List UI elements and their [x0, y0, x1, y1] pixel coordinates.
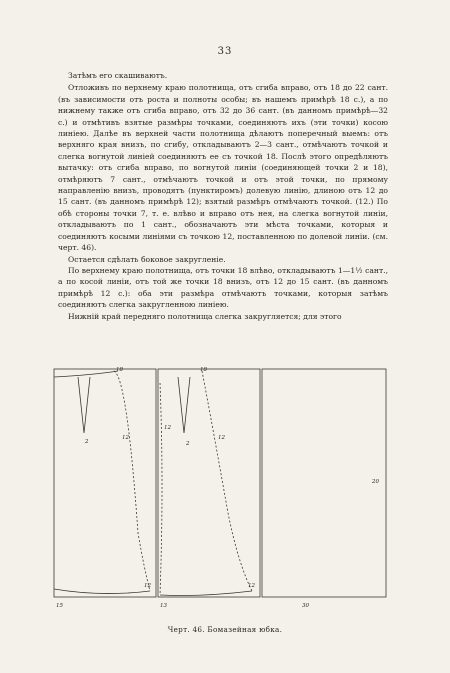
- paragraph: Затѣмъ его скашиваютъ.: [68, 71, 168, 80]
- label-p1-side: 12: [122, 435, 129, 441]
- paragraph: Остается сдѣлать боковое закругленіе.: [68, 254, 226, 264]
- panel-1-waist-curve: [54, 371, 118, 377]
- pattern-drawing: [52, 363, 392, 613]
- panel-1-hem-curve: [54, 589, 150, 594]
- pattern-drawing-svg: [52, 363, 392, 613]
- label-p2-hem: 12: [248, 583, 255, 589]
- label-p2-left: 12: [164, 425, 171, 431]
- pattern-labels: [56, 367, 379, 609]
- page-number: 33: [217, 46, 233, 57]
- panel-2-dart: [178, 377, 190, 433]
- label-p3-bottom: 30: [302, 603, 309, 609]
- panel-1-side-seam: [114, 371, 150, 591]
- panel-2-left-curve: [160, 383, 162, 595]
- panel-2-side-seam: [202, 371, 252, 591]
- label-p1-hem: 12: [144, 583, 151, 589]
- body-text: [58, 70, 388, 322]
- panel-2-outline: [158, 369, 260, 597]
- panel-2-hem-curve: [160, 591, 252, 596]
- label-p2-corner: 13: [160, 603, 167, 609]
- panel-1-dart: [78, 377, 90, 433]
- paragraph: Отложивъ по верхнему краю полотнища, отъ сгиба вправо, отъ 18 до 22 сант. (въ зависимости отъ роста и полноты особы; въ нашемъ примѣрѣ 18 с.), а по нижнему также отъ сгиба вправо, отъ 32 до 36 сант. (въ данномъ примѣрѣ—32 с.) и отмѣтивъ взятые размѣры точками, соединяютъ ихъ (эти точки) косою линіею. Далѣе въ верхней части полотнища дѣлаютъ поперечный выемъ: отъ верхняго края внизъ, по сгибу, откладываютъ 2—3 сант., отмѣчаютъ точкой и слегка вогнутой линіей соединяютъ ее съ точкой 18. Послѣ этого опредѣляютъ вытачку: отъ сгиба вправо, по вогнутой линіи (соединяющей точки 2 и 18), отмѣряютъ 7 сант., отмѣчаютъ точкой и отъ этой точки, по прямому направленію внизъ, проводятъ (пунктиромъ) долевую линію, длиною отъ 12 до 15 сант. (въ данномъ примѣрѣ 12); взятый размѣръ отмѣчаютъ точкой. (12.) По обѣ стороны точки 7, т. е. влѣво и вправо отъ нея, на слегка вогнутой линіи, откладываютъ по 1 сант., обозначаютъ эти мѣста точками, которыя и соединяютъ косыми линіями съ точкою 12, поставленною по долевой линіи. (см. черт. 46).: [58, 83, 388, 253]
- label-p1-corner: 15: [56, 603, 63, 609]
- label-p1-top: 18: [116, 367, 123, 373]
- panel-1-outline: [54, 369, 156, 597]
- label-p2-dart: 2: [186, 441, 190, 447]
- paragraph: Нижній край передняго полотнища слегка закругляется; для этого: [68, 311, 342, 321]
- paragraph: По верхнему краю полотнища, отъ точки 18 влѣво, откладываютъ 1—1½ сант., а по косой линіи, отъ той же точки 18 внизъ, отъ 12 до 15 сант. (въ данномъ примѣрѣ 12 с.): оба эти размѣра отмѣчаютъ точками, которыя затѣмъ соединяютъ слегка закругленною линіею.: [58, 265, 388, 310]
- figure-caption: Черт. 46. Бомазейная юбка.: [167, 625, 283, 634]
- label-p2-side: 12: [218, 435, 225, 441]
- label-p1-dart: 2: [85, 439, 89, 445]
- label-p2-top: 18: [200, 367, 207, 373]
- label-p3-side: 20: [372, 479, 379, 485]
- panel-3-outline: [262, 369, 386, 597]
